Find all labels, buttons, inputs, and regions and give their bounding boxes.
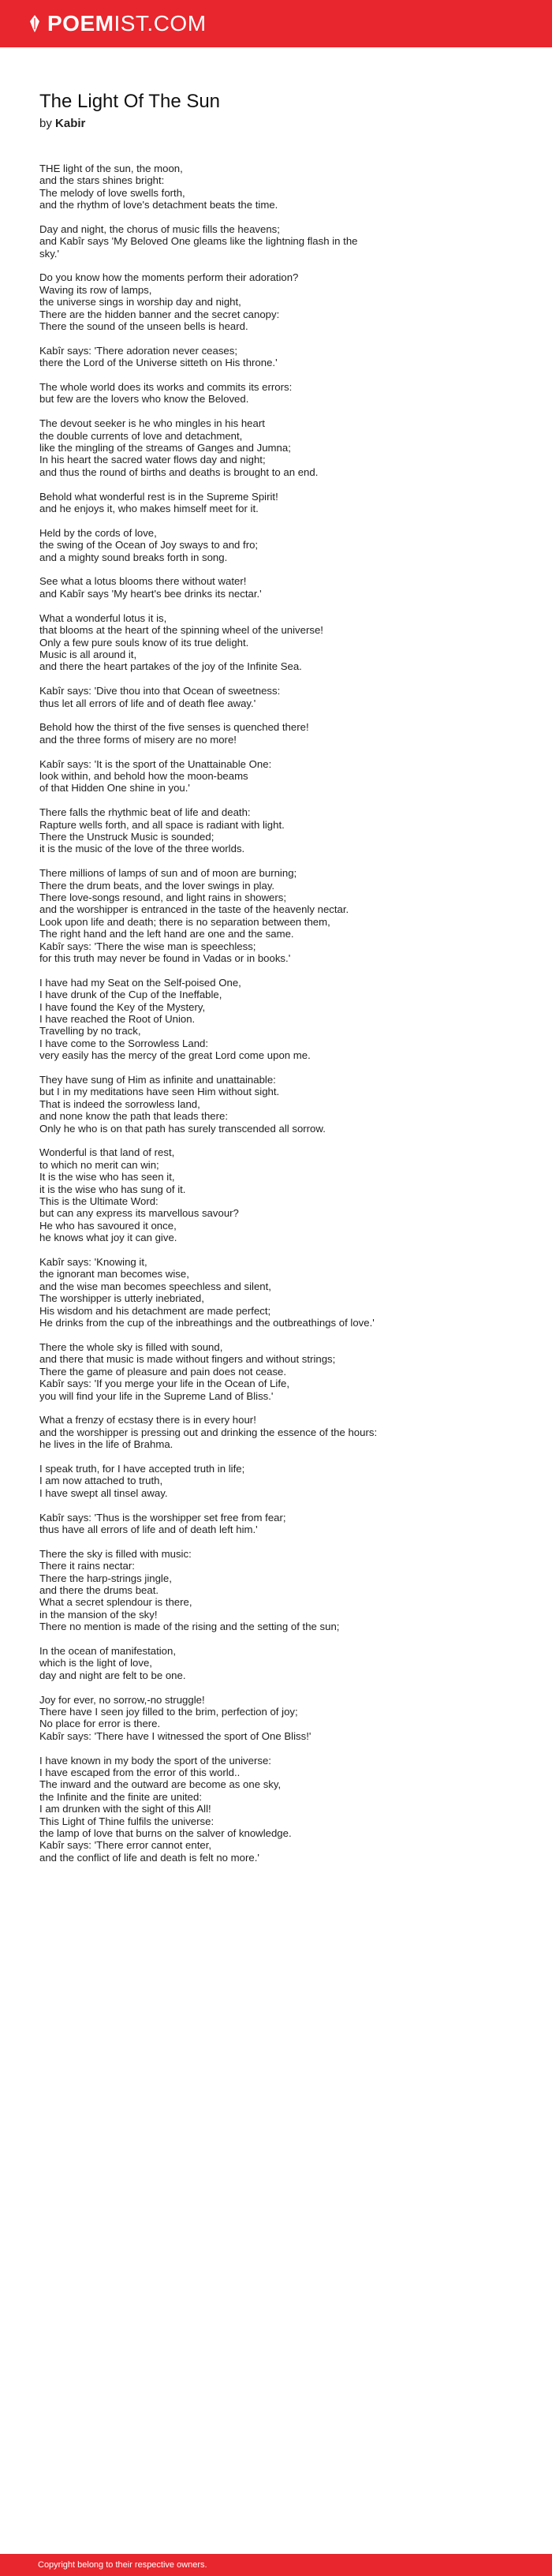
poem-line: the ignorant man becomes wise,	[39, 1268, 189, 1281]
poem-line: Wonderful is that land of rest,	[39, 1146, 175, 1159]
byline	[39, 117, 520, 130]
poem-line: Music is all around it,	[39, 648, 137, 660]
poem-line: I have known in my body the sport of the universe:	[39, 1754, 271, 1767]
poem-line: Kabîr says: 'Knowing it,	[39, 1256, 147, 1269]
poem-line: and the conflict of life and death is felt no more.'	[39, 1851, 259, 1864]
logo-text	[47, 13, 207, 35]
poem-line: In his heart the sacred water flows day and night;	[39, 454, 266, 466]
poem-line: of that Hidden One shine in you.'	[39, 782, 190, 794]
poem-line: Kabîr says: 'Dive thou into that Ocean of sweetness:	[39, 685, 281, 697]
poem-stanza	[39, 1512, 520, 1536]
poem-line: and there the drums beat.	[39, 1583, 159, 1596]
poem-line: There have I seen joy filled to the brim, perfection of joy;	[39, 1706, 298, 1718]
poem-line: day and night are felt to be one.	[39, 1669, 186, 1681]
poem-stanza	[39, 345, 520, 369]
poem-line: Rapture wells forth, and all space is radiant with light.	[39, 818, 285, 831]
poem-line: I have escaped from the error of this world..	[39, 1767, 241, 1779]
logo-light: IST.COM	[114, 11, 207, 36]
site-logo-link[interactable]	[28, 13, 207, 35]
poem-line: the double currents of love and detachment,	[39, 429, 243, 442]
poem-line: Kabîr says: 'Thus is the worshipper set free from fear;	[39, 1511, 286, 1524]
poem-line: Kabîr says: 'If you merge your life in the Ocean of Life,	[39, 1378, 289, 1390]
poem-stanza	[39, 1341, 520, 1402]
poem-line: There the drum beats, and the lover swings in play.	[39, 879, 275, 892]
poem-stanza	[39, 721, 520, 746]
poem-line: He drinks from the cup of the inbreathings and the outbreathings of love.'	[39, 1317, 375, 1329]
poem-line: I have reached the Root of Union.	[39, 1013, 196, 1025]
poem-line: the swing of the Ocean of Joy sways to and fro;	[39, 539, 259, 551]
poem-line: That is indeed the sorrowless land,	[39, 1097, 200, 1110]
poem-line: His wisdom and his detachment are made perfect;	[39, 1304, 271, 1317]
poem-line: and a mighty sound breaks forth in song.	[39, 551, 228, 563]
poem-stanza	[39, 1755, 520, 1864]
poem-line: I have had my Seat on the Self-poised One,	[39, 976, 241, 989]
poem-line: and the worshipper is entranced in the taste of the heavenly nectar.	[39, 903, 349, 916]
poem-line: The devout seeker is he who mingles in his heart	[39, 417, 265, 430]
poem-line: In the ocean of manifestation,	[39, 1644, 177, 1657]
poem-line: There millions of lamps of sun and of moon are burning;	[39, 867, 297, 880]
poem-line: The right hand and the left hand are one and the same.	[39, 928, 294, 940]
poem-line: What a frenzy of ecstasy there is in every hour!	[39, 1414, 256, 1426]
poem-line: and there the heart partakes of the joy of the Infinite Sea.	[39, 660, 302, 673]
poem-line: There the harp-strings jingle,	[39, 1572, 172, 1584]
poem-line: Only a few pure souls know of its true delight.	[39, 636, 249, 649]
author-link[interactable]: Kabir	[55, 116, 86, 130]
poem-stanza	[39, 163, 520, 211]
poem-line: This Light of Thine fulfils the universe:	[39, 1815, 214, 1827]
poem-stanza	[39, 977, 520, 1062]
poem-line: Kabîr says: 'There adoration never ceases;	[39, 344, 238, 357]
poem-stanza	[39, 417, 520, 478]
poem-line: it is the music of the love of the three worlds.	[39, 843, 245, 855]
poem-line: I am drunken with the sight of this All!	[39, 1803, 211, 1815]
poem-line: The whole world does its works and commits its errors:	[39, 381, 293, 394]
poem-line: and there that music is made without fingers and without strings;	[39, 1353, 336, 1366]
poem-line: thus have all errors of life and of death left him.'	[39, 1523, 258, 1535]
poem-line: I am now attached to truth,	[39, 1475, 163, 1487]
poem-line: They have sung of Him as infinite and unattainable:	[39, 1074, 276, 1086]
poem-title: The Light Of The Sun	[39, 91, 221, 112]
poem-line: Kabîr says: 'There the wise man is speechless;	[39, 940, 256, 952]
poem-line: Kabîr says: 'There error cannot enter,	[39, 1839, 212, 1852]
poem-line: I have found the Key of the Mystery,	[39, 1000, 206, 1013]
poem-line: but I in my meditations have seen Him without sight.	[39, 1086, 280, 1098]
poem-line: This is the Ultimate Word:	[39, 1195, 159, 1208]
poem-line: you will find your life in the Supreme Land of Bliss.'	[39, 1389, 274, 1402]
poem-line: he lives in the life of Brahma.	[39, 1438, 173, 1451]
poem-stanza	[39, 271, 520, 332]
poem-line: There the sound of the unseen bells is heard.	[39, 320, 248, 333]
poem-line: Day and night, the chorus of music fills the heavens;	[39, 222, 280, 235]
poem-line: There the game of pleasure and pain does not cease.	[39, 1365, 287, 1378]
poem-line: very easily has the mercy of the great Lord come upon me.	[39, 1049, 311, 1062]
poem-line: Held by the cords of love,	[39, 526, 157, 539]
poem-line: There no mention is made of the rising and the setting of the sun;	[39, 1621, 340, 1633]
poem-line: and none know the path that leads there:	[39, 1110, 229, 1123]
poem-line: there the Lord of the Universe sitteth on His throne.'	[39, 357, 278, 369]
poem-line: The worshipper is utterly inebriated,	[39, 1292, 204, 1305]
poem-line: He who has savoured it once,	[39, 1219, 177, 1232]
poem-stanza	[39, 1548, 520, 1633]
poem-line: It is the wise who has seen it,	[39, 1171, 175, 1183]
poem-line: Travelling by no track,	[39, 1025, 141, 1038]
copyright-text: Copyright belong to their respective owners.	[38, 2560, 207, 2570]
poem-line: and the stars shines bright:	[39, 174, 165, 187]
poem-line: in the mansion of the sky!	[39, 1608, 158, 1621]
poem-line: but few are the lovers who know the Beloved.	[39, 393, 249, 406]
poem-line: I speak truth, for I have accepted truth in life;	[39, 1462, 245, 1475]
poem-line: Waving its row of lamps,	[39, 283, 152, 296]
poem-line: There the sky is filled with music:	[39, 1547, 192, 1560]
poem-line: There are the hidden banner and the secret canopy:	[39, 308, 280, 320]
poem-line: I have drunk of the Cup of the Ineffable,	[39, 989, 222, 1001]
quill-icon	[28, 15, 41, 32]
poem-line: and the worshipper is pressing out and drinking the essence of the hours:	[39, 1426, 378, 1438]
poem-line: What a secret splendour is there,	[39, 1596, 192, 1609]
poem-stanza	[39, 1645, 520, 1681]
poem-line: that blooms at the heart of the spinning wheel of the universe!	[39, 624, 323, 637]
poem-line: Behold what wonderful rest is in the Supreme Spirit!	[39, 490, 278, 503]
poem-stanza	[39, 1146, 520, 1243]
poem-line: the lamp of love that burns on the salver of knowledge.	[39, 1827, 292, 1840]
poem-line: What a wonderful lotus it is,	[39, 611, 167, 624]
poem-line: The inward and the outward are become as one sky,	[39, 1778, 282, 1791]
poem-stanza	[39, 758, 520, 794]
by-label: by	[39, 116, 52, 130]
poem-line: Kabîr says: 'It is the sport of the Unattainable One:	[39, 757, 272, 770]
poem-line: THE light of the sun, the moon,	[39, 162, 183, 174]
poem-line: There love-songs resound, and light rains in showers;	[39, 891, 287, 903]
poem-line: thus let all errors of life and of death flee away.'	[39, 697, 256, 709]
poem-line: it is the wise who has sung of it.	[39, 1183, 186, 1195]
poem-stanza	[39, 575, 520, 600]
poem-line: and the three forms of misery are no more!	[39, 733, 237, 746]
poem-line: and thus the round of births and deaths is brought to an end.	[39, 465, 319, 478]
poem-stanza	[39, 1414, 520, 1450]
poem-line: and he enjoys it, who makes himself meet for it.	[39, 503, 259, 515]
poem-line: the Infinite and the finite are united:	[39, 1790, 203, 1803]
poem-line: There the Unstruck Music is sounded;	[39, 830, 214, 843]
poem-stanza	[39, 1463, 520, 1499]
poem-line: See what a lotus blooms there without water!	[39, 575, 247, 588]
poem-stanza	[39, 612, 520, 673]
poem-line: There it rains nectar:	[39, 1560, 135, 1572]
poem-line: Look upon life and death; there is no separation between them,	[39, 915, 330, 928]
poem-line: There falls the rhythmic beat of life and death:	[39, 806, 251, 819]
poem-line: sky.'	[39, 247, 59, 260]
poem-line: Joy for ever, no sorrow,-no struggle!	[39, 1693, 205, 1706]
poem-line: Only he who is on that path has surely transcended all sorrow.	[39, 1122, 326, 1135]
poem-stanza	[39, 381, 520, 406]
site-footer	[0, 2554, 552, 2576]
poem-line: and the wise man becomes speechless and silent,	[39, 1280, 271, 1292]
poem-stanza	[39, 1694, 520, 1743]
poem-line: No place for error is there.	[39, 1718, 161, 1730]
poem-stanza	[39, 1074, 520, 1135]
site-header	[0, 0, 552, 47]
poem-line: he knows what joy it can give.	[39, 1232, 177, 1244]
poem-stanza	[39, 1256, 520, 1329]
poem-line: There the whole sky is filled with sound,	[39, 1340, 223, 1353]
poem-line: like the mingling of the streams of Ganges and Jumna;	[39, 442, 291, 454]
poem-stanza	[39, 491, 520, 515]
poem-line: for this truth may never be found in Vadas or in books.'	[39, 952, 291, 964]
poem-line: and Kabîr says 'My Beloved One gleams like the lightning flash in the	[39, 235, 358, 248]
poem-body	[39, 163, 520, 1864]
poem-line: look within, and behold how the moon-beams	[39, 769, 248, 782]
poem-stanza	[39, 806, 520, 855]
poem-stanza	[39, 685, 520, 709]
poem-line: but can any express its marvellous savour?	[39, 1207, 239, 1220]
logo-bold: POEM	[47, 11, 114, 36]
poem-line: The melody of love swells forth,	[39, 186, 185, 199]
poem-line: and the rhythm of love's detachment beats the time.	[39, 199, 278, 211]
poem-line: Behold how the thirst of the five senses is quenched there!	[39, 721, 309, 734]
poem-line: which is the light of love,	[39, 1657, 152, 1669]
poem-content	[39, 91, 520, 1876]
poem-line: I have come to the Sorrowless Land:	[39, 1037, 209, 1049]
poem-line: Do you know how the moments perform their adoration?	[39, 271, 299, 284]
poem-stanza	[39, 527, 520, 563]
poem-line: and Kabîr says 'My heart's bee drinks its nectar.'	[39, 587, 262, 600]
poem-line: I have swept all tinsel away.	[39, 1486, 168, 1499]
poem-stanza	[39, 223, 520, 260]
poem-line: to which no merit can win;	[39, 1158, 159, 1171]
poem-stanza	[39, 867, 520, 964]
poem-line: Kabîr says: 'There have I witnessed the sport of One Bliss!'	[39, 1729, 311, 1742]
poem-line: the universe sings in worship day and night,	[39, 296, 241, 308]
